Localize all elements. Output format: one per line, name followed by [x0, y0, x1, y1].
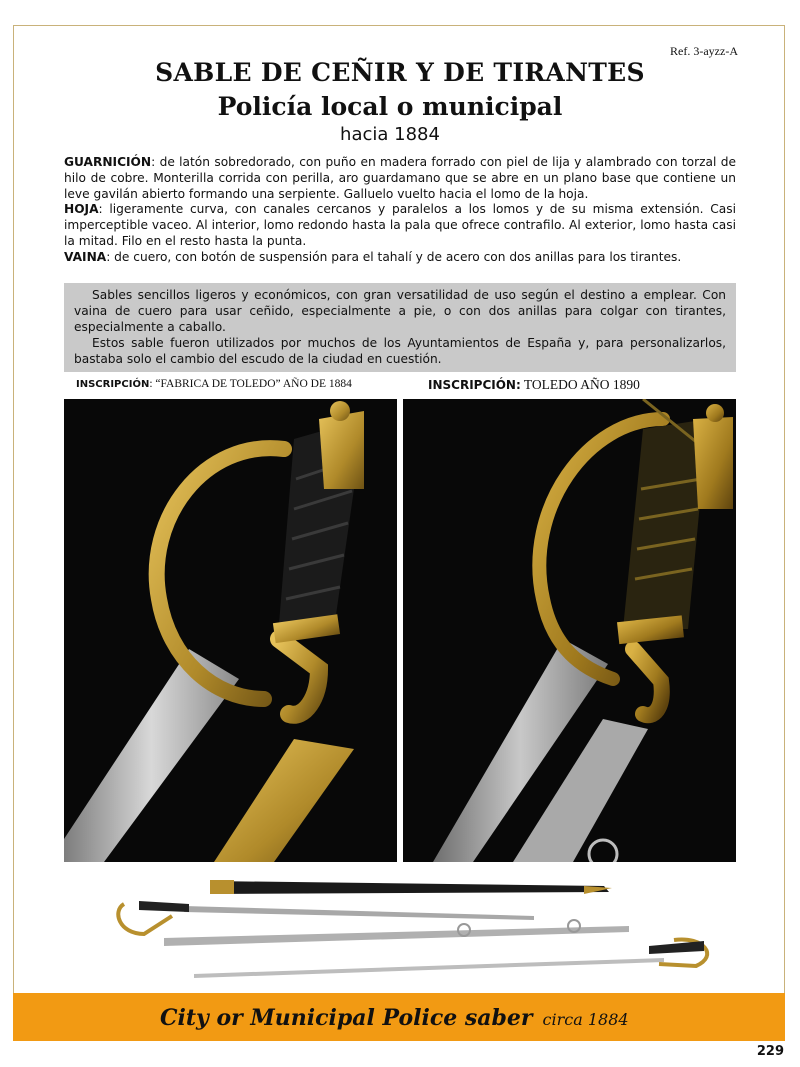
page-title: SABLE DE CEÑIR Y DE TIRANTES: [155, 58, 645, 87]
guarnicion-label: GUARNICIÓN: [64, 155, 152, 169]
guarnicion-paragraph: [64, 155, 736, 202]
note-box: [64, 283, 736, 372]
reference-code: Ref. 3-ayzz-A: [670, 44, 738, 58]
date-line: hacia 1884: [340, 124, 440, 145]
full-sabers-illustration: [64, 866, 736, 993]
description-block: [64, 155, 736, 266]
inscription-left-text: : “FABRICA DE TOLEDO” AÑO DE 1884: [149, 378, 352, 390]
saber-illustration-left: [64, 399, 397, 862]
saber-photo-right: [403, 399, 736, 862]
page-number: 229: [756, 1044, 784, 1059]
vaina-paragraph: [64, 250, 736, 266]
full-sabers-photo: [64, 866, 736, 993]
inscription-left-label: INSCRIPCIÓN: [76, 379, 150, 390]
guarnicion-text: : de latón sobredorado, con puño en madera forrado con piel de lija y alambrado con torzal de hilo de cobre. Monterilla corrida con perilla, aro guardamano que se abre en un plano base que contiene un leve gavilán abierto formando una serpiente. Galluelo vuelto hacia el lomo de la hoja.: [64, 155, 736, 201]
hoja-text: : ligeramente curva, con canales cercanos y paralelos a los lomos y de su misma extensión. Casi imperceptible vaceo. Al interior, lomo redondo hasta la pala que ofrece contrafilo. Al exterior, lomo hasta casi la mitad. Filo en el resto hasta la punta.: [64, 202, 736, 248]
page-subtitle: Policía local o municipal: [217, 92, 563, 121]
saber-photo-left: [64, 399, 397, 862]
note-paragraph-2: Estos sable fueron utilizados por muchos de los Ayuntamientos de España y, para personalizarlos, bastaba solo el cambio del escudo de la ciudad en cuestión.: [74, 336, 726, 366]
inscription-right-label: INSCRIPCIÓN:: [428, 378, 521, 392]
vaina-text: : de cuero, con botón de suspensión para el tahalí y de acero con dos anillas para los tirantes.: [106, 249, 682, 264]
vaina-label: VAINA: [64, 249, 107, 264]
inscription-right: [428, 377, 640, 393]
english-date: circa 1884: [542, 1010, 629, 1029]
saber-illustration-right: [403, 399, 736, 862]
english-title: [160, 1005, 629, 1031]
inscription-right-text: TOLEDO AÑO 1890: [520, 377, 640, 392]
hoja-paragraph: [64, 202, 736, 249]
english-title-text: City or Municipal Police saber: [160, 1005, 533, 1031]
hoja-label: HOJA: [64, 202, 99, 217]
inscription-left: [76, 378, 352, 390]
note-paragraph-1: Sables sencillos ligeros y económicos, con gran versatilidad de uso según el destino a emplear. Con vaina de cuero para usar ceñido, especialmente a pie, o con dos anillas para colgar con tirantes, especialmente a caballo.: [74, 288, 726, 334]
